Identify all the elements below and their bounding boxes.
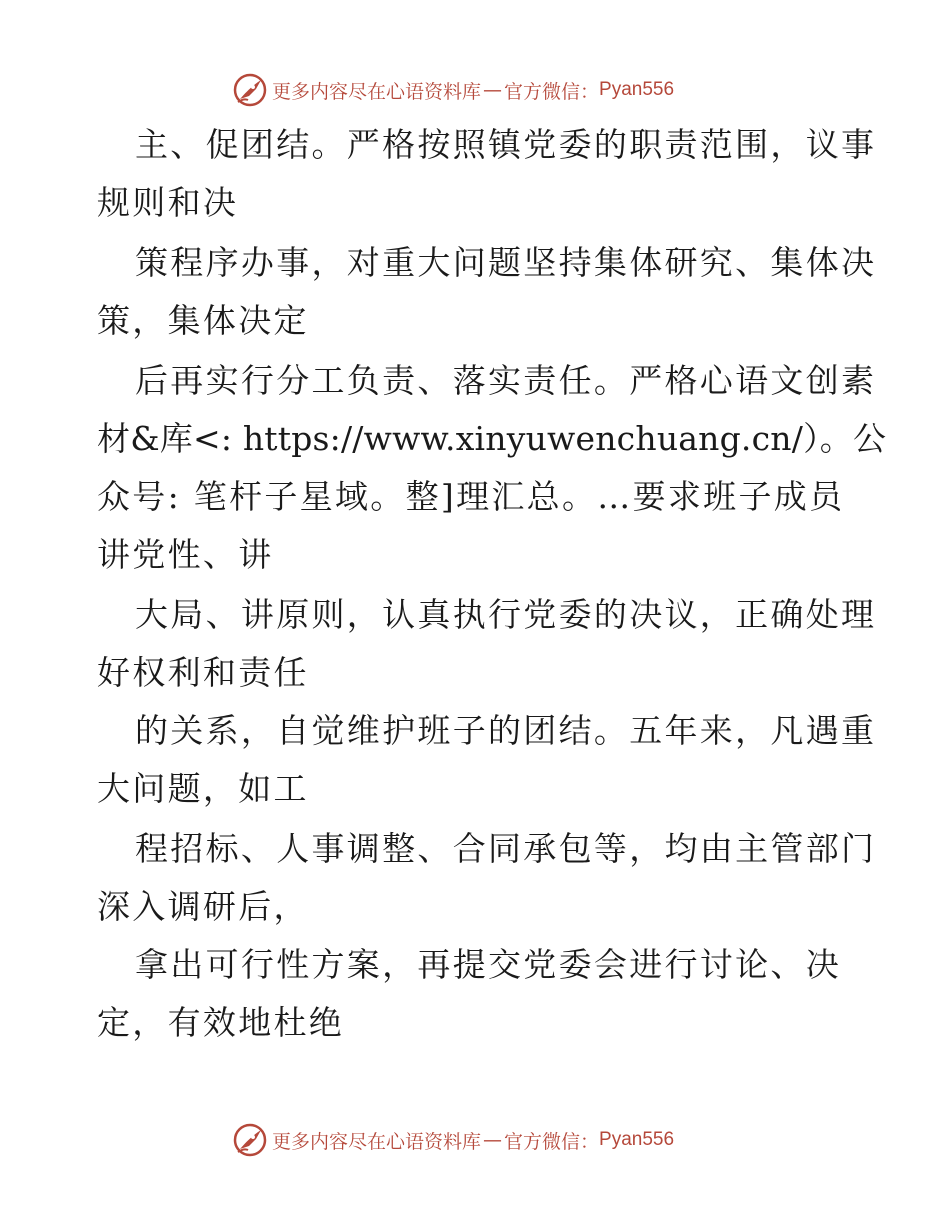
watermark-wechat-id: Pyan556 [599, 1129, 675, 1150]
text-line: 讲党性、讲 [97, 535, 274, 574]
text-line: 拿出可行性方案，再提交党委会进行讨论、决 [135, 945, 841, 984]
text-line: 程招标、人事调整、合同承包等，均由主管部门 [135, 829, 877, 868]
pen-nib-logo-icon [232, 1122, 268, 1158]
text-line: 后再实行分工负责、落实责任。严格心语文创素 [135, 361, 877, 400]
watermark-label: 官方微信： [504, 1130, 600, 1153]
text-line: 主、促团结。严格按照镇党委的职责范围，议事 [135, 125, 877, 164]
text-line: 大问题，如工 [97, 769, 309, 808]
watermark-dash: — [483, 79, 503, 101]
text-line: 的关系，自觉维护班子的团结。五年来，凡遇重 [135, 711, 877, 750]
text-line: 大局、讲原则，认真执行党委的决议，正确处理 [135, 595, 877, 634]
text-line: 定，有效地杜绝 [97, 1003, 345, 1042]
watermark-text: 更多内容尽在心语资料库 [272, 1130, 482, 1153]
header-watermark [232, 70, 712, 110]
watermark-text: 更多内容尽在心语资料库 [272, 80, 482, 103]
text-line: 好权利和责任 [97, 653, 309, 692]
pen-nib-logo-icon [232, 72, 268, 108]
text-line: 深入调研后， [97, 887, 309, 926]
watermark-label: 官方微信： [504, 80, 600, 103]
text-line: 策程序办事，对重大问题坚持集体研究、集体决 [135, 243, 877, 282]
text-line: 众号: 笔杆子星域。整]理汇总。…要求班子成员 [97, 477, 845, 516]
text-line: 策，集体决定 [97, 301, 309, 340]
footer-watermark [232, 1120, 712, 1160]
watermark-wechat-id: Pyan556 [599, 79, 675, 100]
text-line: 规则和决 [97, 183, 239, 222]
text-line: 材&库<: https://www.xinyuwenchuang.cn/）。公 [97, 419, 887, 458]
watermark-dash: — [483, 1129, 503, 1151]
